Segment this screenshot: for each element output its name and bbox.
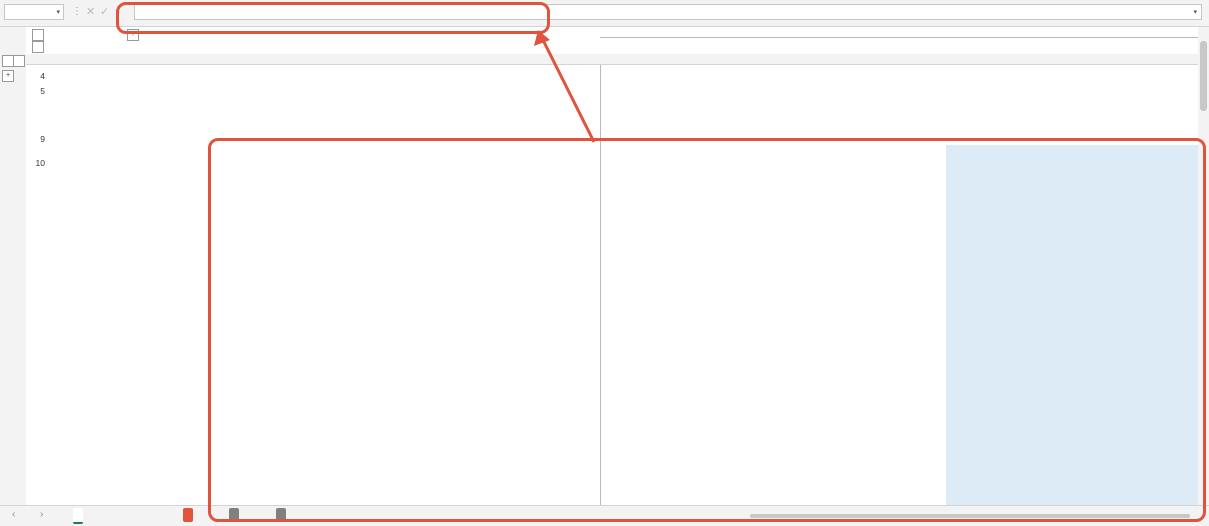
enter-icon[interactable]: ✓ [100, 6, 110, 18]
expand-formula-icon[interactable]: ▾ [1193, 9, 1197, 16]
col-expand-button[interactable]: + [127, 29, 139, 41]
next-sheet-icon[interactable]: › [40, 509, 44, 520]
more-options-icon[interactable]: ⋮ [72, 6, 82, 17]
chevron-down-icon[interactable]: ▾ [56, 9, 60, 16]
cancel-icon[interactable]: ✕ [86, 6, 96, 18]
spreadsheet-grid[interactable]: 4 5 9 10 [26, 65, 1198, 505]
prev-sheet-icon[interactable]: ‹ [12, 509, 16, 520]
row-expand-button[interactable]: + [2, 70, 14, 82]
